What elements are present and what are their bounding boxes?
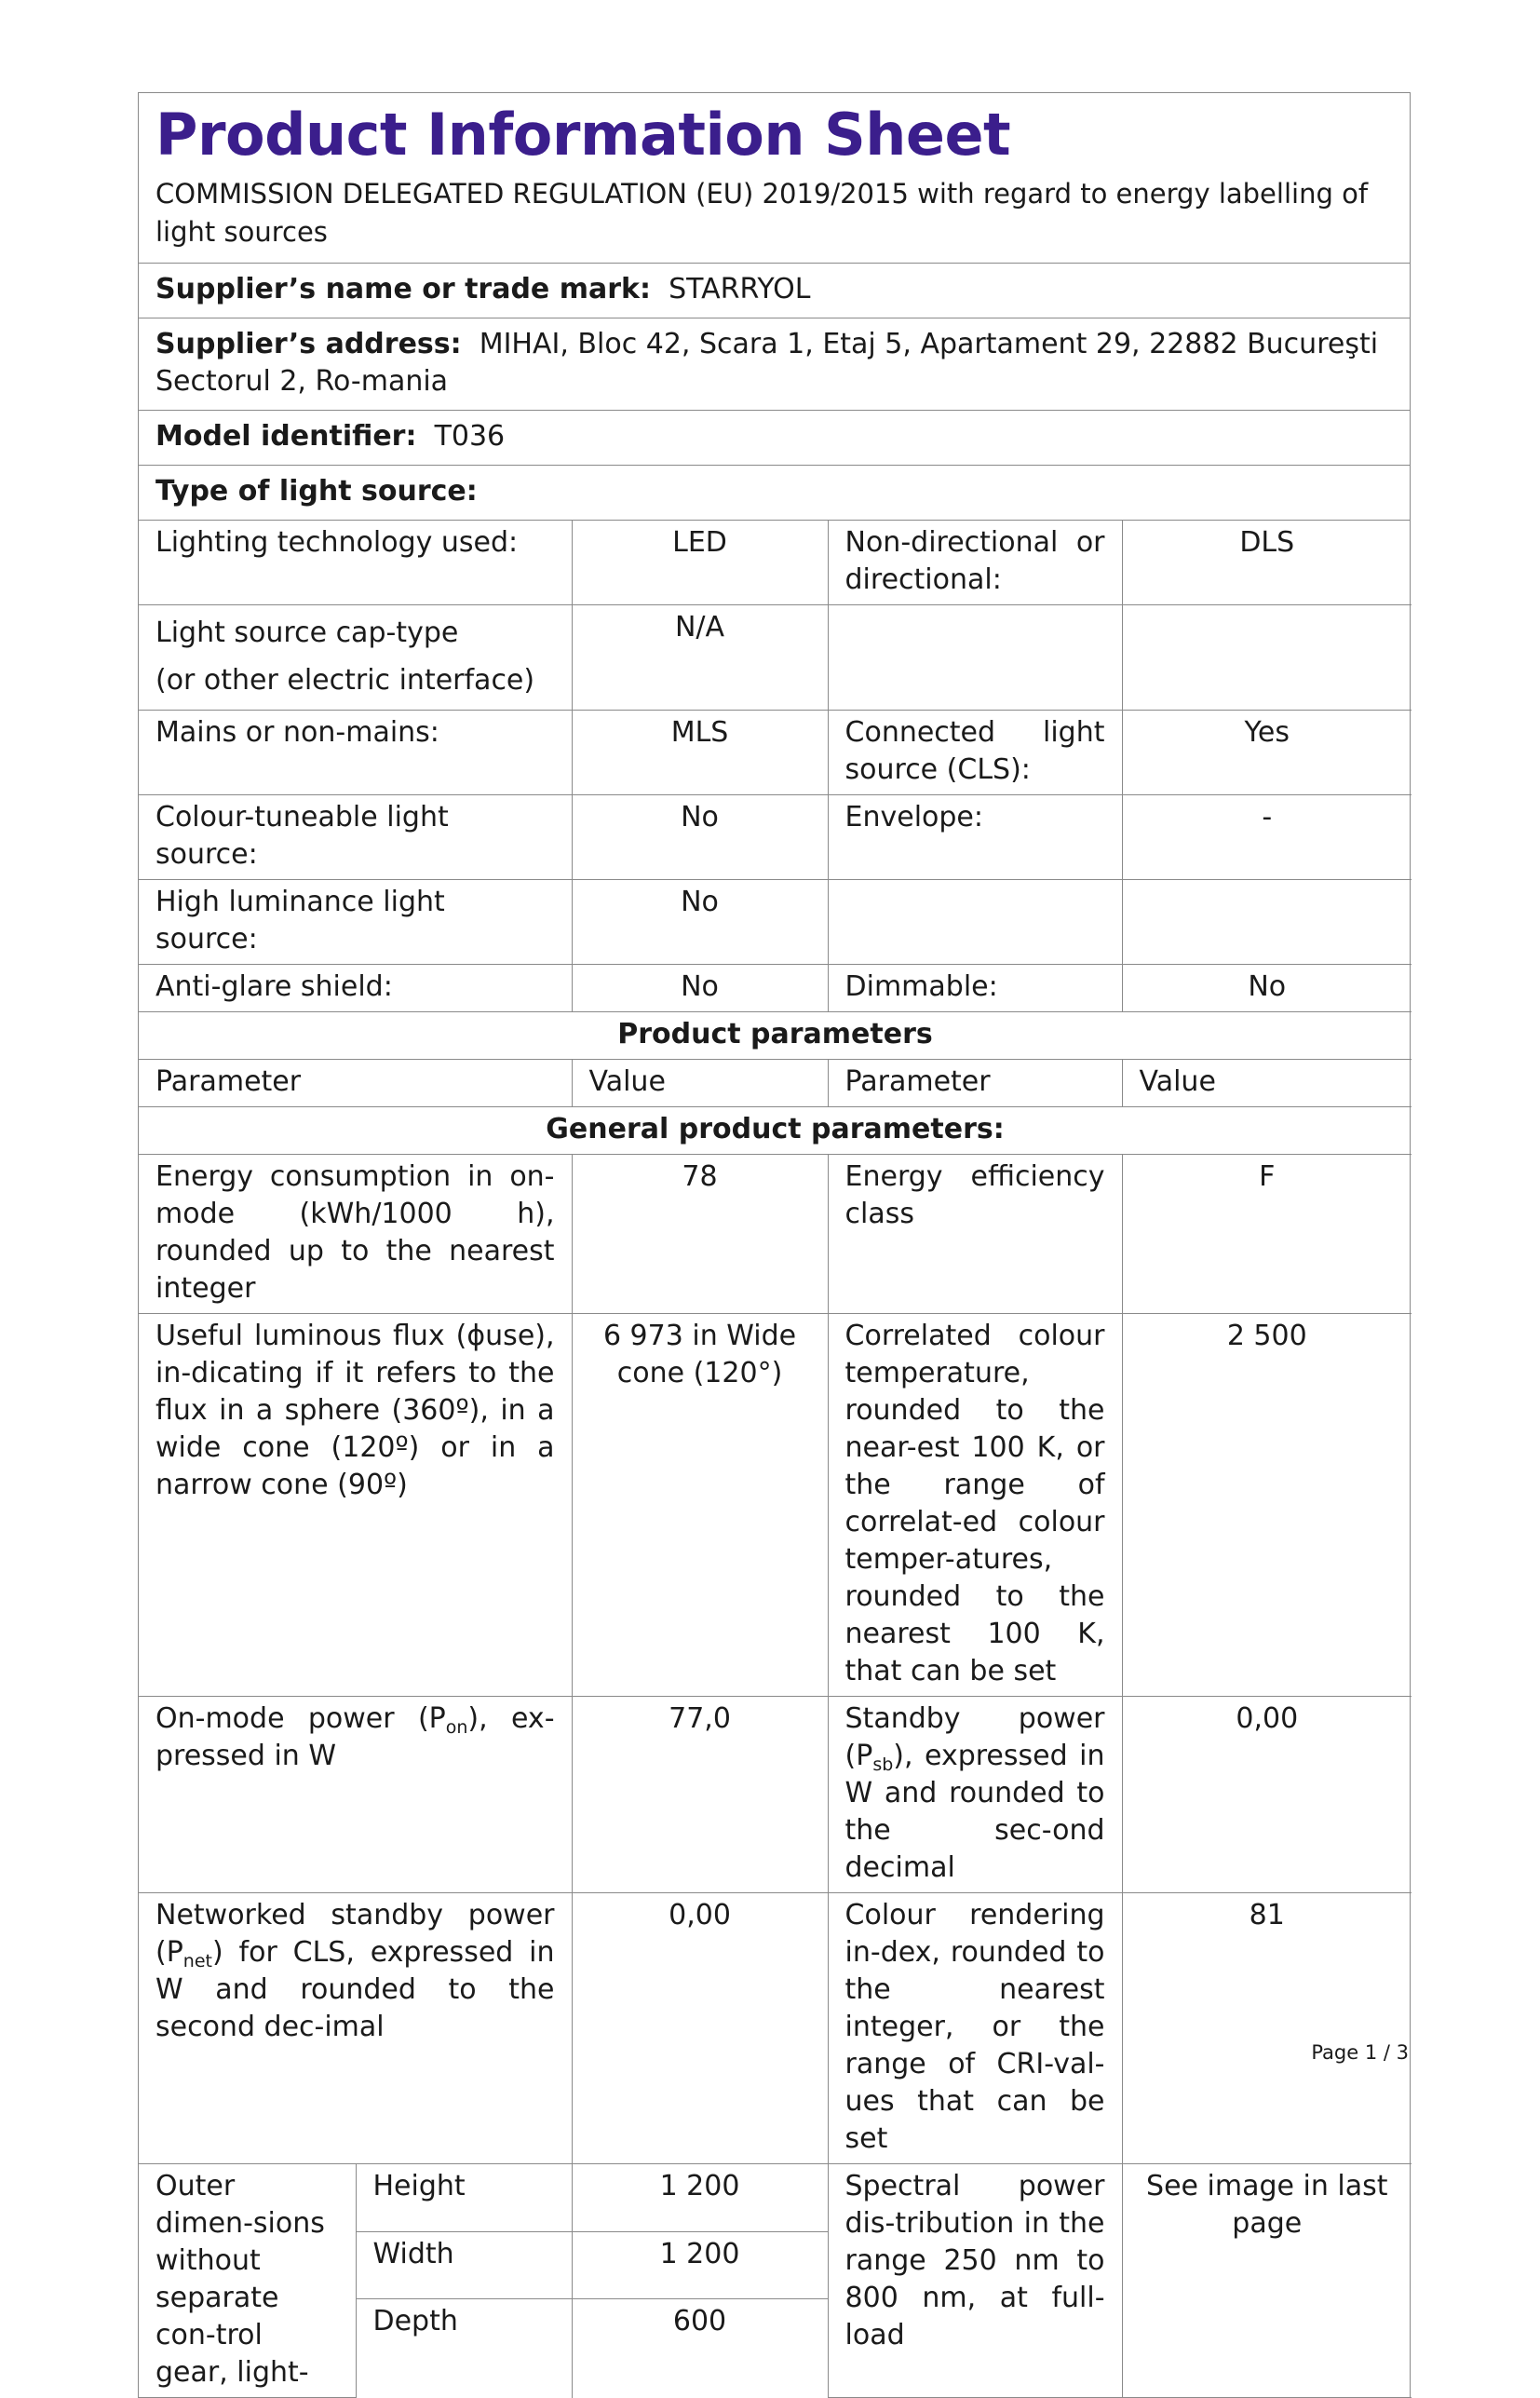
supplier-name-label: Supplier’s name or trade mark: bbox=[155, 273, 651, 305]
page-title: Product Information Sheet bbox=[155, 101, 1011, 169]
lighting-technology-value: LED bbox=[572, 521, 828, 605]
standby-power-subscript: sb bbox=[872, 1754, 894, 1775]
colour-rendering-label: Colour rendering in-dex, rounded to the nearest integer, or the range of CRI-val-ues that can be set bbox=[828, 1893, 1122, 2164]
on-mode-power-label-text: On-mode power (P bbox=[155, 1702, 446, 1735]
product-information-sheet bbox=[138, 92, 1411, 2398]
table-row bbox=[139, 1314, 1412, 1697]
supplier-address-value: MIHAI, Bloc 42, Scara 1, Etaj 5, Apartament 29, 22882 Bucureşti Sectorul 2, Ro-mania bbox=[155, 328, 1379, 398]
cap-type-label-secondary: (or other electric interface) bbox=[155, 664, 535, 697]
regulation-subtitle: COMMISSION DELEGATED REGULATION (EU) 2019/2015 with regard to energy labelling of light sources bbox=[155, 178, 1369, 248]
standby-power-label-rest: ), expressed in W and rounded to the sec-ond decimal bbox=[844, 1740, 1105, 1884]
depth-label: Depth bbox=[356, 2299, 572, 2398]
energy-class-label: Energy efficiency class bbox=[828, 1155, 1122, 1314]
table-row bbox=[139, 1155, 1412, 1314]
spectral-distribution-label: Spectral power dis-tribution in the range 250 nm to 800 nm, at full-load bbox=[828, 2164, 1122, 2398]
dimmable-label: Dimmable: bbox=[828, 965, 1122, 1012]
standby-power-label bbox=[828, 1697, 1122, 1893]
depth-value: 600 bbox=[572, 2299, 828, 2398]
envelope-value: - bbox=[1122, 795, 1412, 880]
light-source-type-heading-row bbox=[139, 466, 1410, 521]
colour-rendering-value: 81 bbox=[1122, 1893, 1412, 2164]
standby-power-value: 0,00 bbox=[1122, 1697, 1412, 1893]
networked-standby-subscript: net bbox=[182, 1951, 212, 1971]
column-header-parameter: Parameter bbox=[828, 1060, 1122, 1107]
title-block bbox=[139, 93, 1410, 264]
high-luminance-value: No bbox=[572, 880, 828, 965]
cap-type-label: Light source cap-type bbox=[155, 616, 459, 649]
supplier-address-row bbox=[139, 318, 1410, 411]
column-header-parameter: Parameter bbox=[139, 1060, 572, 1107]
table-row bbox=[139, 1060, 1412, 1107]
empty-cell bbox=[828, 605, 1122, 711]
energy-consumption-value: 78 bbox=[572, 1155, 828, 1314]
table-row bbox=[139, 521, 1412, 605]
table-row bbox=[139, 711, 1412, 795]
supplier-address-label: Supplier’s address: bbox=[155, 328, 462, 360]
width-label: Width bbox=[356, 2231, 572, 2299]
model-identifier-row bbox=[139, 411, 1410, 466]
energy-class-value: F bbox=[1122, 1155, 1412, 1314]
on-mode-power-label-rest: ), ex-pressed in W bbox=[155, 1702, 555, 1772]
colour-temperature-label: Correlated colour temperature, rounded to the near-est 100 K, or the range of correlat-ed colour temper-atures, rounded to the nearest 100 K, that can be set bbox=[828, 1314, 1122, 1697]
page-number: Page 1 / 3 bbox=[1311, 2041, 1409, 2064]
product-parameters-heading: Product parameters bbox=[139, 1012, 1412, 1060]
directional-label: Non-directional or directional: bbox=[828, 521, 1122, 605]
networked-standby-label-text: Networked standby power (P bbox=[155, 1899, 555, 1969]
empty-cell bbox=[1122, 880, 1412, 965]
connected-value: Yes bbox=[1122, 711, 1412, 795]
table-row bbox=[139, 880, 1412, 965]
directional-value: DLS bbox=[1122, 521, 1412, 605]
column-header-value: Value bbox=[572, 1060, 828, 1107]
colour-tuneable-value: No bbox=[572, 795, 828, 880]
energy-consumption-label: Energy consumption in on-mode (kWh/1000 h), rounded up to the nearest integer bbox=[139, 1155, 572, 1314]
table-row bbox=[139, 605, 1412, 711]
dimmable-value: No bbox=[1122, 965, 1412, 1012]
standby-power-label-text: Standby power (P bbox=[844, 1702, 1105, 1772]
outer-dimensions-label: Outer dimen-sions without separate con-trol gear, light- bbox=[139, 2164, 356, 2398]
spectral-distribution-value: See image in last page bbox=[1122, 2164, 1412, 2398]
model-identifier-value: T036 bbox=[434, 420, 506, 453]
height-value: 1 200 bbox=[572, 2164, 828, 2232]
colour-temperature-value: 2 500 bbox=[1122, 1314, 1412, 1697]
table-row bbox=[139, 1012, 1412, 1060]
supplier-name-row bbox=[139, 264, 1410, 318]
table-row bbox=[139, 2164, 1412, 2232]
envelope-label: Envelope: bbox=[828, 795, 1122, 880]
networked-standby-value: 0,00 bbox=[572, 1893, 828, 2164]
on-mode-power-subscript: on bbox=[445, 1717, 468, 1738]
general-parameters-heading: General product parameters: bbox=[139, 1107, 1412, 1155]
table-row bbox=[139, 965, 1412, 1012]
empty-cell bbox=[828, 880, 1122, 965]
table-row bbox=[139, 795, 1412, 880]
cap-type-value: N/A bbox=[572, 605, 828, 711]
luminous-flux-label: Useful luminous flux (ϕuse), in-dicating if it refers to the flux in a sphere (360º), in a wide cone (120º) or in a narrow cone (90º) bbox=[139, 1314, 572, 1697]
on-mode-power-value: 77,0 bbox=[572, 1697, 828, 1893]
anti-glare-label: Anti-glare shield: bbox=[139, 965, 572, 1012]
connected-label: Connected light source (CLS): bbox=[828, 711, 1122, 795]
table-row bbox=[139, 1893, 1412, 2164]
anti-glare-value: No bbox=[572, 965, 828, 1012]
empty-cell bbox=[1122, 605, 1412, 711]
light-source-type-heading: Type of light source: bbox=[155, 475, 478, 508]
on-mode-power-label bbox=[139, 1697, 572, 1893]
mains-label: Mains or non-mains: bbox=[139, 711, 572, 795]
parameters-table bbox=[139, 521, 1412, 2398]
width-value: 1 200 bbox=[572, 2231, 828, 2299]
height-label: Height bbox=[356, 2164, 572, 2232]
lighting-technology-label: Lighting technology used: bbox=[139, 521, 572, 605]
luminous-flux-value: 6 973 in Wide cone (120°) bbox=[572, 1314, 828, 1697]
model-identifier-label: Model identifier: bbox=[155, 420, 417, 453]
networked-standby-label bbox=[139, 1893, 572, 2164]
networked-standby-label-rest: ) for CLS, expressed in W and rounded to the second dec-imal bbox=[155, 1936, 555, 2043]
high-luminance-label: High luminance light source: bbox=[139, 880, 572, 965]
cap-type-label-cell bbox=[139, 605, 572, 711]
supplier-name-value: STARRYOL bbox=[669, 273, 811, 305]
colour-tuneable-label: Colour-tuneable light source: bbox=[139, 795, 572, 880]
column-header-value: Value bbox=[1122, 1060, 1412, 1107]
mains-value: MLS bbox=[572, 711, 828, 795]
table-row bbox=[139, 1107, 1412, 1155]
table-row bbox=[139, 1697, 1412, 1893]
